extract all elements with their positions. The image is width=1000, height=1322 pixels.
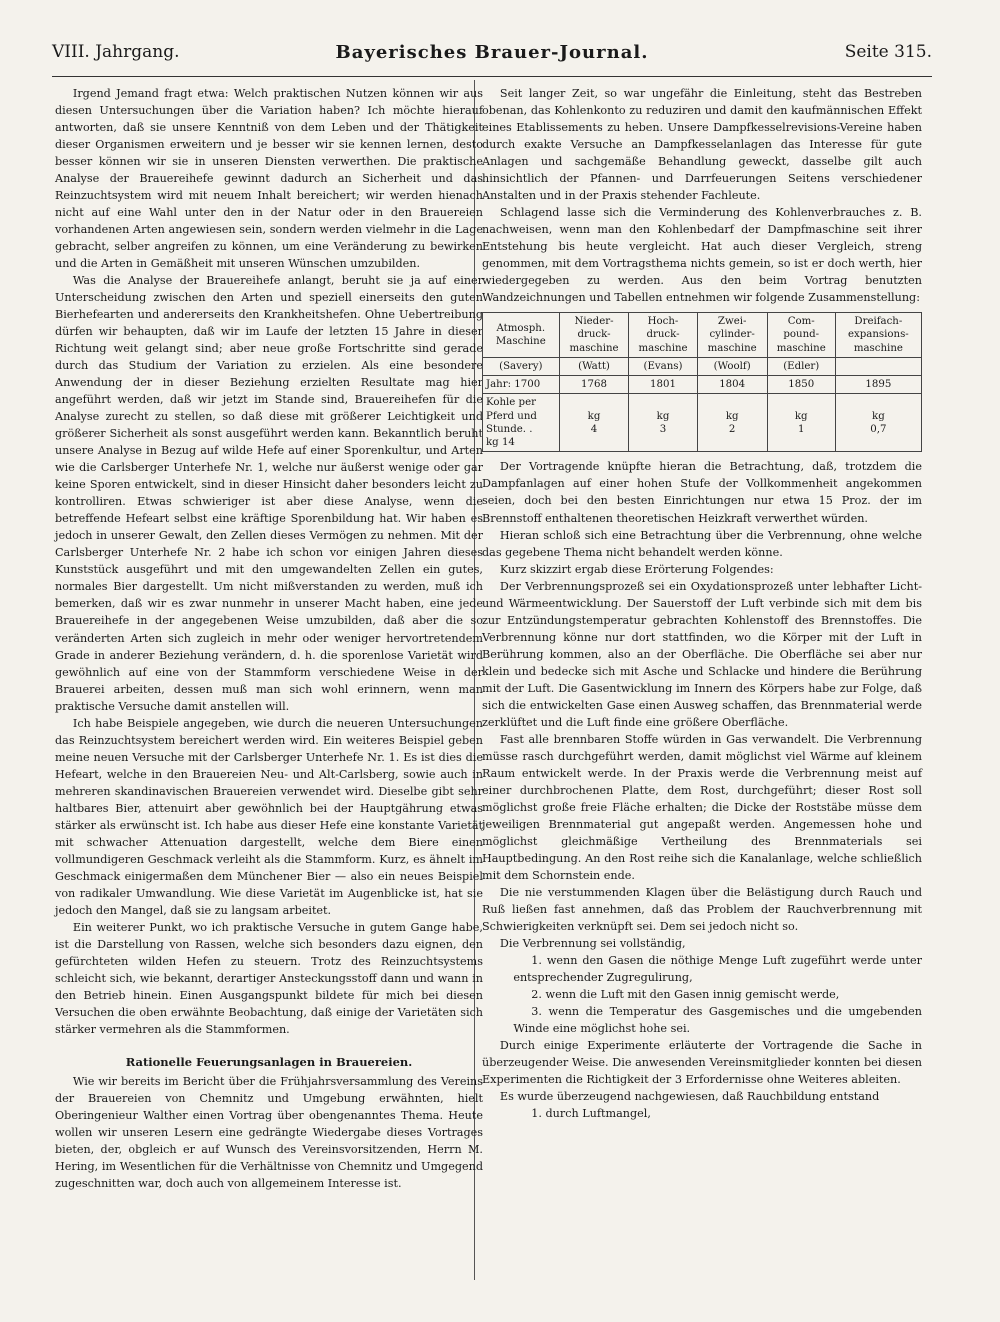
column-header: Nieder-druck-maschine	[559, 313, 629, 358]
paragraph: Ein weiterer Punkt, wo ich praktische Versuche in gutem Gange habe, ist die Darstellung von Rassen, welche sich besonders dazu eignen, den gefürchteten wilden Hefen zu steuern. Trotz des Reinzuchtsystems schleicht sich, wie bekannt, derartiger Ansteckungsstoff dann und wann in den Betrieb hinein. Einen Ausgangspunkt bildete für mich bei diesen Versuchen die oben erwähnte Beobachtung, daß einige der Varietäten sich stärker vermehren als die Stammformen.	[55, 920, 483, 1036]
paragraph: Ich habe Beispiele angegeben, wie durch die neueren Untersuchungen das Reinzuchtsystem bereichert werden wird. Ein weiteres Beispiel geben meine neuen Versuche mit der Carlsberger Unterhefe Nr. 1. Es ist dies die Hefeart, welche in den Brauereien Neu- und Alt-Carlsberg, sowie auch in mehreren skandinavischen Brauereien verwendet wird. Dieselbe gibt sehr haltbares Bier, attenuirt aber gewöhnlich bei der Hauptgährung etwas stärker als erwünscht ist. Ich habe aus dieser Hefe eine konstante Varietät mit schwacher Attenuation dargestellt, welche dem Biere einen vollmundigeren Geschmack verleiht als die Stammform. Kurz, es ähnelt im Geschmack einigermaßen dem Münchener Bier — also ein neues Beispiel von radikaler Umwandlung. Wie diese Varietät im Augenblicke ist, hat sie jedoch den Mangel, daß sie zu langsam arbeitet.	[55, 716, 483, 917]
paragraph: Was die Analyse der Brauereihefe anlangt, beruht sie ja auf einer Unterscheidung zwischen den Arten und speziell einerseits den guten Bierhefearten und andererseits den Krankheitshefen. Ohne Uebertreibung dürfen wir behaupten, daß wir im Laufe der letzten 15 Jahre in dieser Richtung weit gelangt sind; aber neue große Fortschritte sind gerade durch das Studium der Variation zu erzielen. Als eine besondere Anwendung der in dieser Beziehung erzielten Resultate mag hier angeführt werden, daß wir jetzt im Stande sind, Brauereihefen für die Analyse zurecht zu stellen, so daß diese mit größerer Leichtigkeit und größerer Sicherheit als sonst ausgeführt werden kann. Bekanntlich beruht unsere Analyse in Bezug auf wilde Hefe auf einer Sporenkultur, und Arten wie die Carlsberger Unterhefe Nr. 1, welche nur äußerst wenige oder gar keine Sporen entwickelt, sind in dieser Hinsicht daher besonders leicht zu kontrolliren. Etwas schwieriger ist aber diese Analyse, wenn die betreffende Hefeart selbst eine kräftige Sporenbildung hat. Wir haben es jedoch in unserer Gewalt, den Zellen dieses Vermögen zu nehmen. Mit der Carlsberger Unterhefe Nr. 2 habe ich schon vor einigen Jahren dieses Kunststück ausgeführt und mit den umgewandelten Zellen ein gutes, normales Bier dargestellt. Um nicht mißverstanden zu werden, muß ich bemerken, daß wir es zwar nunmehr in unserer Macht haben, eine jede Brauereihefe in der angegebenen Weise umzubilden, daß aber die so veränderten Arten sich zugleich in mehr oder weniger hervortretendem Grade in anderer Beziehung verändern, d. h. die sporenlose Varietät wird gewöhnlich auf eine von der Stammform verschiedene Weise in der Brauerei arbeiten, dessen muß man sich wohl erinnern, wenn man praktische Versuche damit anstellen will.	[55, 274, 483, 713]
paragraph: Durch einige Experimente erläuterte der Vortragende die Sache in überzeugender Weise. Die anwesenden Vereinsmitglieder konnten bei diesen Experimenten die Richtigkeit der 3 Erfordernisse ohne Weiteres ableiten.	[482, 1038, 922, 1087]
paragraph: Irgend Jemand fragt etwa: Welch praktischen Nutzen können wir aus diesen Untersuchungen über die Variation haben? Ich möchte hierauf antworten, daß sie unsere Kenntniß von dem Leben und der Thätigkeit dieser Organismen erweitern und je besser wir sie kennen lernen, desto besser können wir sie in unseren Diensten verwerthen. Die praktische Analyse der Brauereihefe gewinnt dadurch an Sicherheit und das Reinzuchtsystem wird mit neuem Inhalt bereichert; wir werden hienach nicht auf eine Wahl unter den in der Natur oder in den Brauereien vorhandenen Arten angewiesen sein, sondern werden vielmehr in die Lage gebracht, selber angreifen zu können, um eine Veränderung zu bewirken und die Arten in Gemäßheit mit unseren Wünschen umzubilden.	[55, 87, 483, 271]
paragraph: Kurz skizzirt ergab diese Erörterung Folgendes:	[499, 562, 774, 576]
coal-value: 1	[797, 423, 805, 435]
coal-consumption-table	[482, 312, 922, 452]
paragraph: Seit langer Zeit, so war ungefähr die Einleitung, steht das Bestreben obenan, das Kohlenkonto zu reduziren und damit den kaufmännischen Effekt eines Etablissements zu heben. Unsere Dampfkesselrevisions-Vereine haben durch exakte Versuche an Dampfkesselanlagen das Interesse für gute Anlagen und sachgemäße Behandlung geweckt, dasselbe gilt auch hinsichtlich der Pfannen- und Darrfeuerungen Seitens verschiedener Anstalten und in der Praxis stehender Fachleute.	[482, 87, 922, 203]
table-cell: 1804	[697, 376, 767, 394]
table-row	[483, 376, 922, 394]
unit: kg	[587, 410, 601, 422]
paragraph: Schlagend lasse sich die Verminderung des Kohlenverbrauches z. B. nachweisen, wenn man den Kohlenbedarf der Dampfmaschine seit ihrer Entstehung bis heute vergleicht. Hat auch dieser Vergleich, streng genommen, mit dem Vortragsthema nichts gemein, so ist er doch werth, hier wiedergegeben zu werden. Aus den beim Vortrag benutzten Wandzeichnungen und Tabellen entnehmen wir folgende Zusammenstellung:	[482, 206, 922, 305]
coal-value: 0,7	[870, 423, 887, 435]
paragraph: Der Verbrennungsprozeß sei ein Oxydationsprozeß unter lebhafter Licht- und Wärmeentwicklung. Der Sauerstoff der Luft verbinde sich mit dem bis zur Entzündungstemperatur gebrachten Kohlenstoff des Brennstoffes. Die Verbrennung könne nur dort stattfinden, wo die Körper mit der Luft in Berührung kommen, also an der Oberfläche. Die Oberfläche sei aber nur klein und bedecke sich mit Asche und Schlacke und hindere die Berührung mit der Luft. Die Gasentwicklung im Innern des Körpers habe zur Folge, daß sich die entwickelten Gase einen Ausweg schaffen, das Brennmaterial werde zerklüftet und die Luft finde eine größere Oberfläche.	[482, 579, 922, 729]
table-cell: 1801	[629, 376, 697, 394]
volume-label: VIII. Jahrgang.	[52, 42, 180, 62]
paragraph: Wie wir bereits im Bericht über die Frühjahrsversammlung des Vereins der Brauereien von Chemnitz und Umgebung erwähnten, hielt Oberingenieur Walther einen Vortrag über obengenanntes Thema. Heute wollen wir unseren Lesern eine gedrängte Wiedergabe dieses Vortrages bieten, der, obgleich er auf Wunsch des Vereinsvorsitzenden, Herrn M. Hering, im Wesentlichen für die Verhältnisse von Chemnitz und Umgegend zugeschnitten war, doch auch von allgemeinem Interesse ist.	[55, 1075, 483, 1191]
table-cell	[629, 394, 697, 452]
paragraph: Hieran schloß sich eine Betrachtung über die Verbrennung, ohne welche das gegebene Thema nicht behandelt werden könne.	[482, 528, 922, 559]
table-cell	[835, 357, 921, 375]
coal-value: 3	[659, 423, 667, 435]
section-title: Rationelle Feuerungsanlagen in Brauereien.	[125, 1054, 413, 1069]
year-value: 1700	[514, 379, 541, 391]
unit: kg	[725, 410, 739, 422]
table-cell	[835, 394, 921, 452]
unit: kg	[794, 410, 808, 422]
table-header-row	[483, 313, 922, 358]
column-header: Zwei-cylinder-maschine	[697, 313, 767, 358]
journal-title: Bayerisches Brauer-Journal.	[335, 42, 649, 63]
table-cell: (Woolf)	[697, 357, 767, 375]
paragraph: Die Verbrennung sei vollständig,	[499, 936, 686, 950]
table-cell	[483, 394, 560, 452]
list-item: 1. durch Luftmangel,	[531, 1107, 651, 1121]
coal-value: 14	[501, 437, 515, 449]
table-cell	[559, 394, 629, 452]
table-cell: (Savery)	[483, 357, 560, 375]
page-header	[52, 34, 932, 74]
table-cell	[767, 394, 835, 452]
right-column	[482, 85, 922, 1122]
column-header: Com-pound-maschine	[767, 313, 835, 358]
table-cell	[697, 394, 767, 452]
table-cell: 1895	[835, 376, 921, 394]
table-cell: 1768	[559, 376, 629, 394]
table-cell: (Edler)	[767, 357, 835, 375]
header-rule	[52, 76, 932, 77]
unit: kg	[656, 410, 670, 422]
table-cell: 1850	[767, 376, 835, 394]
row-label: Jahr:	[486, 379, 512, 391]
table-row	[483, 357, 922, 375]
list-item: 1. wenn den Gasen die nöthige Menge Luft zugeführt werde unter entsprechender Zugregulirung,	[513, 953, 922, 984]
coal-value: 2	[728, 423, 736, 435]
column-header: Hoch-druck-maschine	[629, 313, 697, 358]
column-header: Dreifach-expansions-maschine	[835, 313, 921, 358]
page-number: Seite 315.	[844, 42, 932, 62]
unit: kg	[872, 410, 885, 422]
unit: kg	[486, 437, 499, 449]
table-row	[483, 394, 922, 452]
paragraph: Fast alle brennbaren Stoffe würden in Gas verwandelt. Die Verbrennung müsse rasch durchgeführt werden, damit möglichst viel Wärme auf kleinem Raum entwickelt werde. In der Praxis werde die Verbrennung meist auf einer durchbrochenen Platte, dem Rost, durchgeführt; dieser Rost soll möglichst große freie Fläche erhalten; die Dicke der Roststäbe müsse dem jeweiligen Brennmaterial gut angepaßt werden. Angemessen hohe und möglichst gleichmäßige Vertheilung des Brennmaterials sei Hauptbedingung. An den Rost reihe sich die Kanalanlage, welche schließlich mit dem Schornstein ende.	[482, 732, 922, 882]
row-label: Kohle per Pferd und Stunde. .	[486, 397, 537, 435]
table-cell	[483, 376, 560, 394]
list-item: 3. wenn die Temperatur des Gasgemisches und die umgebenden Winde eine möglichst hohe sei.	[513, 1004, 922, 1035]
left-column	[55, 85, 483, 1192]
table-cell: (Watt)	[559, 357, 629, 375]
column-header: Atmosph. Maschine	[483, 313, 560, 358]
paragraph: Die nie verstummenden Klagen über die Belästigung durch Rauch und Ruß ließen fast annehmen, daß das Problem der Rauchverbrennung mit Schwierigkeiten verknüpft sei. Dem sei jedoch nicht so.	[482, 885, 922, 933]
table-cell: (Evans)	[629, 357, 697, 375]
list-item: 2. wenn die Luft mit den Gasen innig gemischt werde,	[531, 987, 840, 1001]
coal-value: 4	[590, 423, 598, 435]
paragraph: Der Vortragende knüpfte hieran die Betrachtung, daß, trotzdem die Dampfanlagen auf einer hohen Stufe der Vollkommenheit angekommen seien, doch bei den besten Einrichtungen nur etwa 15 Proz. der im Brennstoff enthaltenen theoretischen Heizkraft verwerthet würden.	[482, 460, 922, 525]
paragraph: Es wurde überzeugend nachgewiesen, daß Rauchbildung entstand	[499, 1090, 880, 1104]
